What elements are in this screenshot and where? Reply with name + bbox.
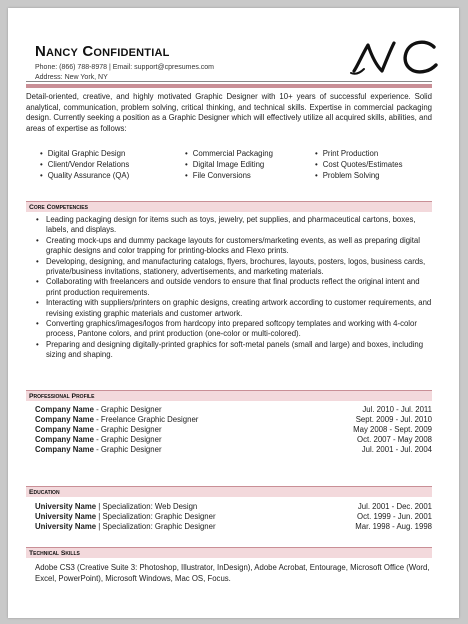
profile-row [35,425,432,435]
list-item: • Creating mock-ups and dummy package layouts for customers/marketing events, as well as preparing digital graphic designs and color trapping for printing-blocks and Flexo prints. [36,236,432,257]
list-item: • Converting graphics/images/logos from hardcopy into prepared softcopy templates and working with 4-color process, Pantone colors, and print production (one-color or multi-colored). [36,319,432,340]
company-name: Company Name [35,445,94,454]
competencies-list [36,215,432,361]
technical-skills-text: Adobe CS3 (Creative Suite 3: Photoshop, Illustrator, InDesign), Adobe Acrobat, Entourage, Microsoft Office (Word, Excel, PowerPoint), Microsoft Windows, Mac OS, Focus. [35,563,430,583]
education-list [35,502,432,532]
key-skills-grid [40,148,420,182]
job-dates: May 2008 - Sept. 2009 [353,425,432,434]
specialization: | Specialization: Graphic Designer [96,522,216,531]
skill-item: • Quality Assurance (QA) [40,170,185,181]
skill-item: • Problem Solving [315,170,420,181]
address-line [35,74,108,81]
summary-paragraph: Detail-oriented, creative, and highly motivated Graphic Designer with 10+ years of successful experience. Solid analytical, communication, problem solving, critical thinking, and technical skills. Expertise in commercial packaging design. Currently seeking a position as a Graphic Designer which will effectively utilize all acquired skills, abilities, and areas of expertise as follows: [26,92,432,134]
contact-line [35,64,214,71]
email-address: support@cpresumes.com [134,64,215,71]
university-name: University Name [35,502,97,511]
job-title: - Freelance Graphic Designer [93,415,199,424]
list-item: • Developing, designing, and manufacturing catalogs, flyers, brochures, layouts, posters, logos, business cards, private/business invitations, stationery, advertisements, and marketing materials. [36,257,432,278]
address-value: New York, NY [64,74,108,81]
profile-row [35,435,432,445]
contact-separator: | [108,64,111,71]
profile-row [35,405,432,415]
job-dates: Jul. 2010 - Jul. 2011 [362,405,432,414]
skill-item: • Commercial Packaging [185,148,315,159]
university-name: University Name [35,512,97,521]
job-dates: Jul. 2001 - Jul. 2004 [361,445,432,454]
education-dates: Oct. 1999 - Jun. 2001 [357,512,432,521]
skill-item: • Digital Graphic Design [40,148,185,159]
job-title: - Graphic Designer [93,435,162,444]
education-dates: Mar. 1998 - Aug. 1998 [355,522,432,531]
company-name: Company Name [35,425,94,434]
profile-row [35,415,432,425]
list-item: • Interacting with suppliers/printers on graphic designs, creating artwork according to customer requirements, and revising existing graphic materials and customer artwork. [36,298,432,319]
specialization: | Specialization: Web Design [96,502,198,511]
skill-item: • Client/Vendor Relations [40,159,185,170]
job-dates: Sept. 2009 - Jul. 2010 [355,415,432,424]
header-divider [26,81,432,82]
email-label: Email: [112,64,133,71]
resume-page [8,8,459,618]
list-item: • Collaborating with freelancers and outside vendors to ensure that final products reflect the original intent and print production requirements. [36,277,432,298]
company-name: Company Name [35,405,94,414]
skill-item: • Print Production [315,148,420,159]
specialization: | Specialization: Graphic Designer [96,512,216,521]
skill-item: • Cost Quotes/Estimates [315,159,420,170]
job-title: - Graphic Designer [93,445,162,454]
education-row [35,522,432,532]
section-header-core-competencies: Core Competencies [26,201,432,212]
job-title: - Graphic Designer [93,405,162,414]
candidate-name: Nancy Confidential [35,43,170,60]
education-row [35,502,432,512]
education-row [35,512,432,522]
list-item: • Leading packaging design for items such as toys, jewelry, pet supplies, and pharmaceutical cartons, boxes, labels, and displays. [36,215,432,236]
company-name: Company Name [35,435,94,444]
skill-item: • File Conversions [185,170,315,181]
phone-number: (866) 788-8978 [59,64,108,71]
company-name: Company Name [35,415,94,424]
address-label: Address: [35,74,63,81]
section-header-technical-skills: Technical Skills [26,547,432,558]
section-header-education: Education [26,486,432,497]
university-name: University Name [35,522,97,531]
monogram-logo [348,35,440,79]
section-header-professional-profile: Professional Profile [26,390,432,401]
header-accent-band [26,84,432,88]
profile-row [35,445,432,455]
phone-label: Phone: [35,64,58,71]
profile-list [35,405,432,455]
education-dates: Jul. 2001 - Dec. 2001 [357,502,432,511]
job-dates: Oct. 2007 - May 2008 [357,435,432,444]
job-title: - Graphic Designer [93,425,162,434]
list-item: • Preparing and designing digitally-printed graphics for soft-metal panels (small and large) and boxes, including sizing and shaping. [36,340,432,361]
skill-item: • Digital Image Editing [185,159,315,170]
